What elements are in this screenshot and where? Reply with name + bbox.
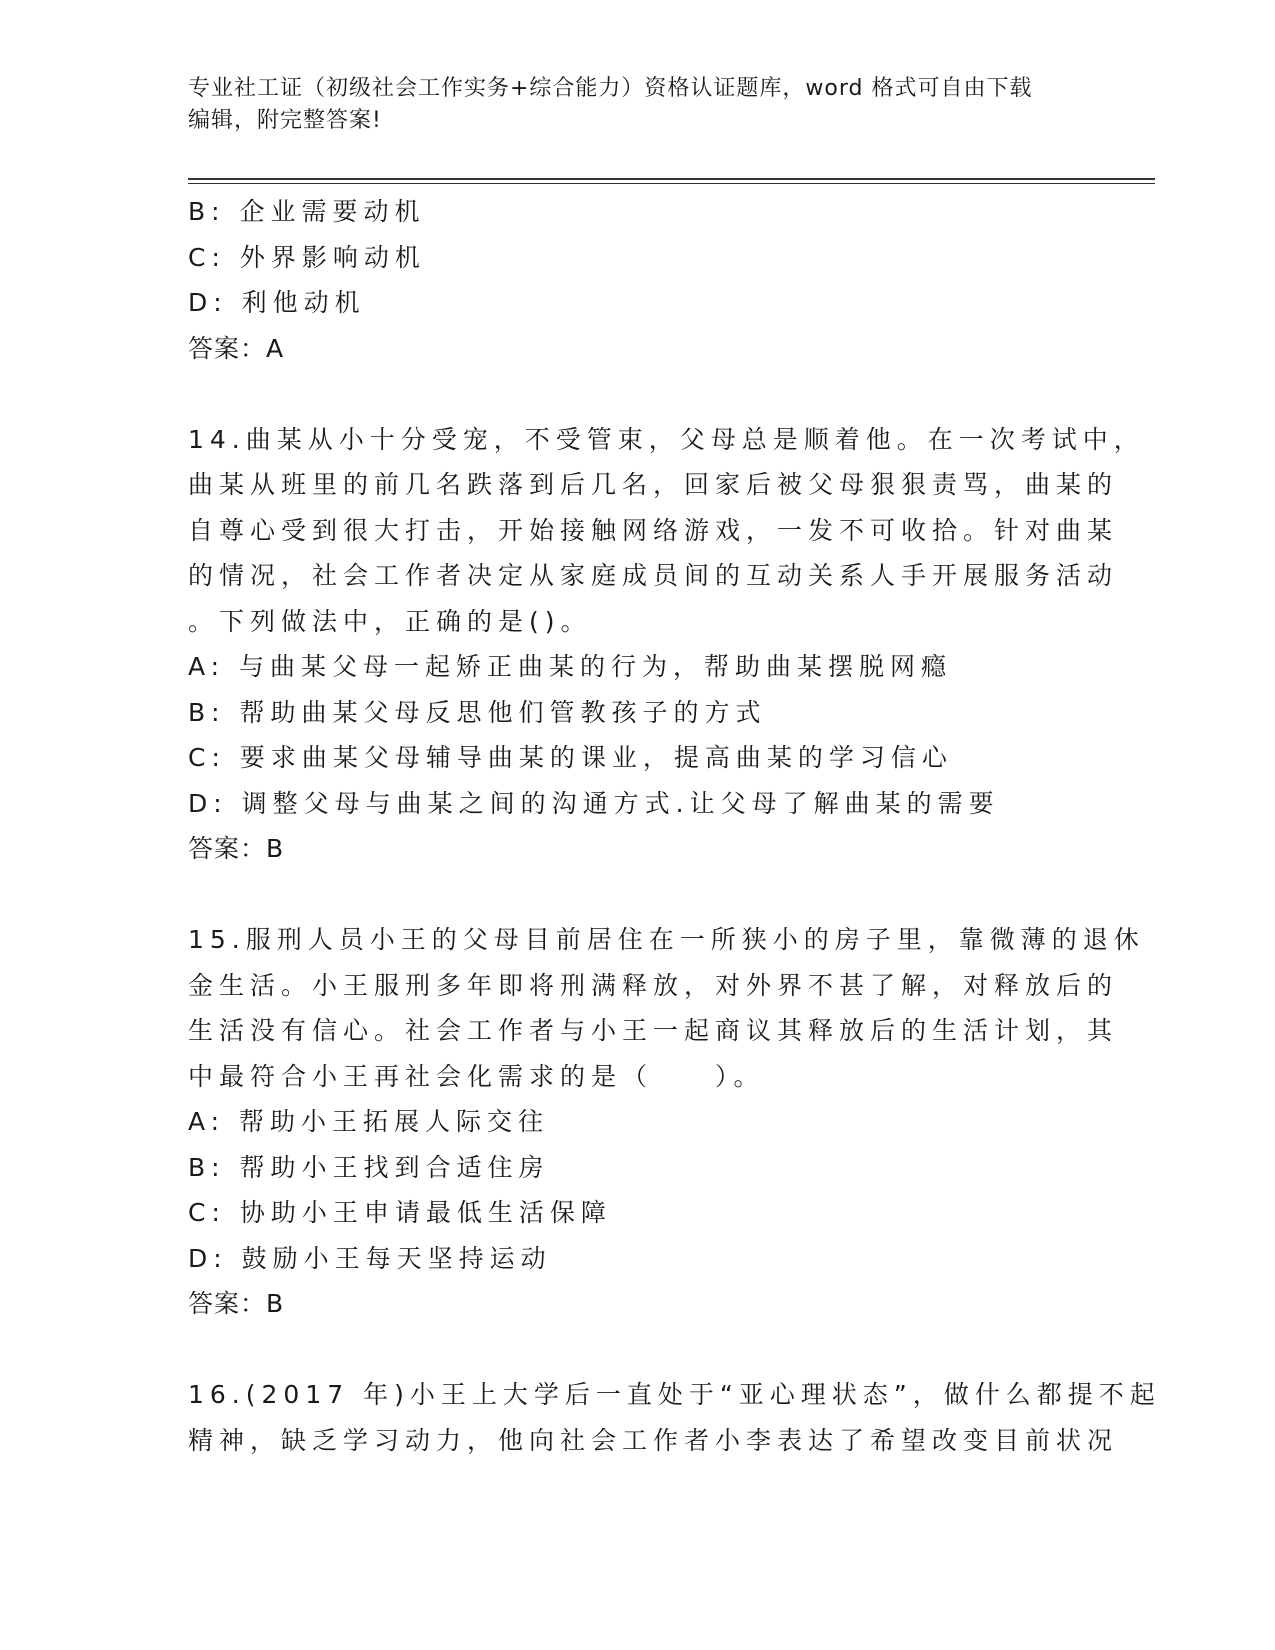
option-b: B: 帮助小王找到合适住房 bbox=[188, 1152, 550, 1182]
question-stem-line: 金生活。小王服刑多年即将刑满释放，对外界不甚了解，对释放后的 bbox=[188, 970, 1119, 1000]
option-c: C: 外界影响动机 bbox=[188, 242, 426, 272]
option-d: D: 调整父母与曲某之间的沟通方式.让父母了解曲某的需要 bbox=[188, 788, 1000, 818]
question-stem-line: 。下列做法中，正确的是()。 bbox=[188, 606, 592, 636]
option-b: B: 企业需要动机 bbox=[188, 197, 426, 226]
header-divider-thin bbox=[188, 183, 1155, 184]
question-15 bbox=[188, 917, 1145, 1327]
question-stem-line: 自尊心受到很大打击，开始接触网络游戏，一发不可收拾。针对曲某 bbox=[188, 515, 1119, 545]
question-stem-line: 的情况，社会工作者决定从家庭成员间的互动关系人手开展服务活动 bbox=[188, 561, 1119, 590]
option-c: C: 要求曲某父母辅导曲某的课业，提高曲某的学习信心 bbox=[188, 743, 953, 772]
question-13-tail bbox=[188, 189, 1088, 371]
question-stem-line: 精神，缺乏学习动力，他向社会工作者小李表达了希望改变目前状况 bbox=[188, 1425, 1119, 1455]
question-stem-line: 15.服刑人员小王的父母目前居住在一所狭小的房子里，靠微薄的退休 bbox=[188, 925, 1145, 954]
answer: 答案：A bbox=[188, 333, 285, 363]
spacer bbox=[188, 371, 1088, 417]
spacer bbox=[188, 872, 1088, 918]
option-a: A: 与曲某父母一起矫正曲某的行为，帮助曲某摆脱网瘾 bbox=[188, 652, 953, 681]
question-stem-line: 中最符合小王再社会化需求的是（ ）。 bbox=[188, 1061, 765, 1091]
option-d: D: 利他动机 bbox=[188, 288, 366, 317]
question-stem-line: 曲某从班里的前几名跌落到后几名，回家后被父母狠狠责骂，曲某的 bbox=[188, 470, 1119, 499]
option-d: D: 鼓励小王每天坚持运动 bbox=[188, 1243, 552, 1273]
question-stem-line: 14.曲某从小十分受宠，不受管束，父母总是顺着他。在一次考试中， bbox=[188, 424, 1145, 454]
header-line: 专业社工证（初级社会工作实务+综合能力）资格认证题库，word 格式可自由下载 bbox=[188, 76, 1033, 101]
question-stem-line: 生活没有信心。社会工作者与小王一起商议其释放后的生活计划，其 bbox=[188, 1016, 1119, 1045]
option-c: C: 协助小王申请最低生活保障 bbox=[188, 1198, 612, 1227]
question-stem-line: 16.(2017 年)小王上大学后一直处于“亚心理状态”，做什么都提不起 bbox=[188, 1380, 1161, 1409]
option-a: A: 帮助小王拓展人际交往 bbox=[188, 1107, 550, 1136]
document-header bbox=[188, 73, 1088, 137]
spacer bbox=[188, 1327, 1088, 1373]
answer: 答案：B bbox=[188, 834, 285, 863]
option-b: B: 帮助曲某父母反思他们管教孩子的方式 bbox=[188, 697, 767, 727]
question-14 bbox=[188, 417, 1145, 872]
header-line: 编辑，附完整答案! bbox=[188, 108, 382, 133]
question-16 bbox=[188, 1372, 1161, 1463]
header-divider bbox=[188, 178, 1155, 180]
document-body bbox=[188, 189, 1161, 1463]
answer: 答案：B bbox=[188, 1289, 285, 1318]
